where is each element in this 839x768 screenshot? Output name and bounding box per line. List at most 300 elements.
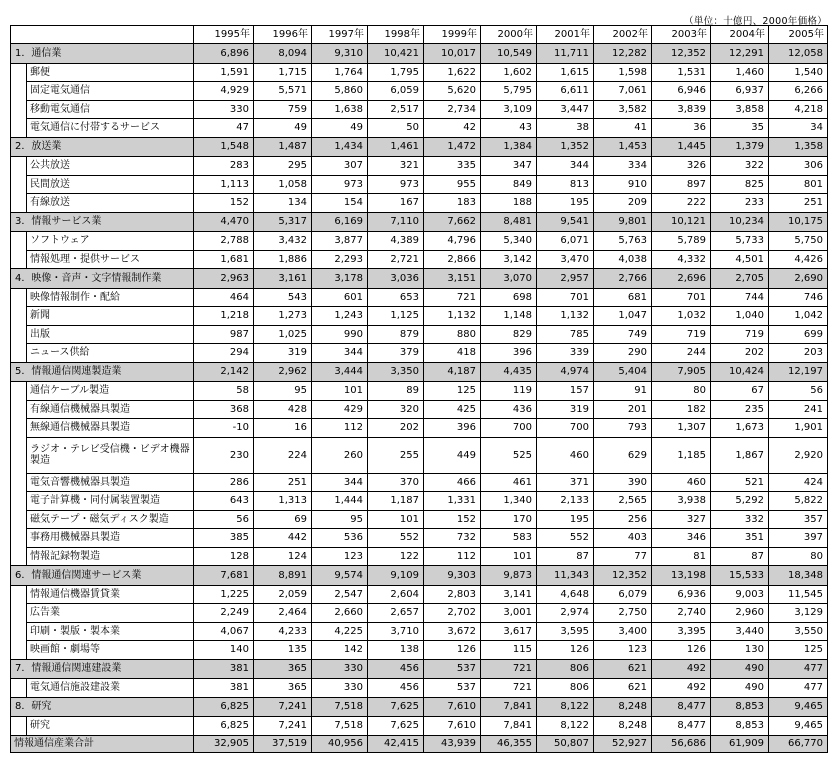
section-value: 5,404 xyxy=(594,362,652,382)
item-row xyxy=(11,382,828,401)
item-value: 653 xyxy=(368,288,424,307)
year-header: 2004年 xyxy=(711,26,769,44)
section-value: 7,518 xyxy=(312,697,368,717)
item-label: 出版 xyxy=(27,325,194,344)
item-label: 電気音響機械器具製造 xyxy=(27,473,194,492)
section-value: 492 xyxy=(652,659,711,679)
item-row xyxy=(11,679,828,698)
item-value: 319 xyxy=(537,400,594,419)
item-value: 49 xyxy=(254,119,312,138)
section-value: 8,094 xyxy=(254,44,312,64)
section-value: 1,379 xyxy=(711,137,769,157)
year-header: 1996年 xyxy=(254,26,312,44)
item-value: 1,313 xyxy=(254,492,312,511)
item-value: 95 xyxy=(254,382,312,401)
item-value: 5,795 xyxy=(481,82,537,101)
item-value: 1,047 xyxy=(594,307,652,326)
ict-industry-table xyxy=(10,25,828,753)
section-value: 4,974 xyxy=(537,362,594,382)
item-value: 81 xyxy=(652,547,711,566)
item-value: 825 xyxy=(711,175,769,194)
item-value: 188 xyxy=(481,194,537,213)
item-value: 321 xyxy=(368,157,424,176)
item-value: 3,710 xyxy=(368,622,424,641)
indent-gutter xyxy=(11,510,27,529)
item-label: 無線通信機械器具製造 xyxy=(27,419,194,438)
item-value: 152 xyxy=(424,510,481,529)
item-value: 397 xyxy=(769,529,828,548)
item-row xyxy=(11,325,828,344)
item-value: 1,615 xyxy=(537,63,594,82)
item-value: 3,109 xyxy=(481,100,537,119)
section-value: 7,625 xyxy=(368,697,424,717)
item-label: 新聞 xyxy=(27,307,194,326)
item-label: ソフトウェア xyxy=(27,232,194,251)
item-row xyxy=(11,100,828,119)
item-value: 69 xyxy=(254,510,312,529)
item-value: 1,622 xyxy=(424,63,481,82)
item-value: 813 xyxy=(537,175,594,194)
item-value: 490 xyxy=(711,679,769,698)
item-value: 425 xyxy=(424,400,481,419)
item-value: 183 xyxy=(424,194,481,213)
item-value: 1,040 xyxy=(711,307,769,326)
total-value: 37,519 xyxy=(254,735,312,752)
item-value: 721 xyxy=(424,288,481,307)
indent-gutter xyxy=(11,119,27,138)
item-value: 987 xyxy=(194,325,254,344)
item-value: 700 xyxy=(481,419,537,438)
item-value: 379 xyxy=(368,344,424,363)
section-value: 3,070 xyxy=(481,269,537,289)
item-value: 290 xyxy=(594,344,652,363)
total-value: 40,956 xyxy=(312,735,368,752)
header-blank xyxy=(11,26,194,44)
section-value: 5,317 xyxy=(254,212,312,232)
item-value: 7,841 xyxy=(481,717,537,736)
section-value: 8,248 xyxy=(594,697,652,717)
total-value: 43,939 xyxy=(424,735,481,752)
total-value: 42,415 xyxy=(368,735,424,752)
item-value: 1,185 xyxy=(652,437,711,473)
item-value: 49 xyxy=(312,119,368,138)
item-value: 477 xyxy=(769,679,828,698)
item-value: 41 xyxy=(594,119,652,138)
item-value: 142 xyxy=(312,641,368,660)
item-value: 124 xyxy=(254,547,312,566)
item-value: 910 xyxy=(594,175,652,194)
indent-gutter xyxy=(11,100,27,119)
item-value: 424 xyxy=(769,473,828,492)
indent-gutter xyxy=(11,157,27,176)
item-value: 222 xyxy=(652,194,711,213)
item-value: 2,974 xyxy=(537,604,594,623)
indent-gutter xyxy=(11,344,27,363)
section-row xyxy=(11,362,828,382)
section-value: 12,352 xyxy=(652,44,711,64)
item-value: 126 xyxy=(537,641,594,660)
item-value: 701 xyxy=(652,288,711,307)
item-value: 2,788 xyxy=(194,232,254,251)
item-row xyxy=(11,492,828,511)
item-value: 1,531 xyxy=(652,63,711,82)
year-header: 2000年 xyxy=(481,26,537,44)
item-value: 1,113 xyxy=(194,175,254,194)
item-value: 80 xyxy=(769,547,828,566)
item-row xyxy=(11,547,828,566)
section-value: 9,801 xyxy=(594,212,652,232)
item-value: 9,003 xyxy=(711,585,769,604)
section-value: 1,487 xyxy=(254,137,312,157)
item-value: 6,611 xyxy=(537,82,594,101)
item-value: 1,715 xyxy=(254,63,312,82)
item-value: 801 xyxy=(769,175,828,194)
item-value: 347 xyxy=(481,157,537,176)
item-value: 235 xyxy=(711,400,769,419)
section-value: 1,461 xyxy=(368,137,424,157)
item-value: 449 xyxy=(424,437,481,473)
section-value: 9,541 xyxy=(537,212,594,232)
item-value: 170 xyxy=(481,510,537,529)
item-value: 202 xyxy=(368,419,424,438)
item-value: 339 xyxy=(537,344,594,363)
item-value: 6,079 xyxy=(594,585,652,604)
item-row xyxy=(11,604,828,623)
section-value: 2,962 xyxy=(254,362,312,382)
item-value: 1,340 xyxy=(481,492,537,511)
section-value: 2,766 xyxy=(594,269,652,289)
item-value: 7,610 xyxy=(424,717,481,736)
item-value: 56 xyxy=(769,382,828,401)
section-value: 2,705 xyxy=(711,269,769,289)
item-value: 973 xyxy=(312,175,368,194)
section-value: 2,142 xyxy=(194,362,254,382)
indent-gutter xyxy=(11,82,27,101)
item-value: 543 xyxy=(254,288,312,307)
item-value: 897 xyxy=(652,175,711,194)
item-value: 255 xyxy=(368,437,424,473)
item-value: 233 xyxy=(711,194,769,213)
indent-gutter xyxy=(11,175,27,194)
item-value: 4,389 xyxy=(368,232,424,251)
item-label: 情報通信機器賃貸業 xyxy=(27,585,194,604)
item-value: 621 xyxy=(594,679,652,698)
item-value: 3,395 xyxy=(652,622,711,641)
item-value: 1,331 xyxy=(424,492,481,511)
item-value: 719 xyxy=(652,325,711,344)
section-value: 18,348 xyxy=(769,566,828,586)
section-value: 10,121 xyxy=(652,212,711,232)
item-row xyxy=(11,82,828,101)
item-value: 195 xyxy=(537,510,594,529)
item-value: 135 xyxy=(254,641,312,660)
item-value: 91 xyxy=(594,382,652,401)
indent-gutter xyxy=(11,437,27,473)
item-value: 8,477 xyxy=(652,717,711,736)
item-value: 1,132 xyxy=(537,307,594,326)
item-value: 460 xyxy=(652,473,711,492)
section-value: 456 xyxy=(368,659,424,679)
item-value: 849 xyxy=(481,175,537,194)
item-row xyxy=(11,641,828,660)
item-value: 1,867 xyxy=(711,437,769,473)
item-value: 2,803 xyxy=(424,585,481,604)
item-value: 466 xyxy=(424,473,481,492)
item-row xyxy=(11,585,828,604)
section-value: 3,350 xyxy=(368,362,424,382)
item-value: 1,598 xyxy=(594,63,652,82)
item-value: 2,657 xyxy=(368,604,424,623)
year-header: 1998年 xyxy=(368,26,424,44)
section-value: 537 xyxy=(424,659,481,679)
item-value: 381 xyxy=(194,679,254,698)
item-value: 436 xyxy=(481,400,537,419)
item-value: 759 xyxy=(254,100,312,119)
item-value: 38 xyxy=(537,119,594,138)
item-value: 2,565 xyxy=(594,492,652,511)
section-value: 1,453 xyxy=(594,137,652,157)
item-value: 3,470 xyxy=(537,250,594,269)
section-value: 7,610 xyxy=(424,697,481,717)
indent-gutter xyxy=(11,473,27,492)
section-value: 6,169 xyxy=(312,212,368,232)
indent-gutter xyxy=(11,307,27,326)
item-label: 映画館・劇場等 xyxy=(27,641,194,660)
item-value: 1,025 xyxy=(254,325,312,344)
indent-gutter xyxy=(11,547,27,566)
item-value: 8,853 xyxy=(711,717,769,736)
section-value: 1,384 xyxy=(481,137,537,157)
item-value: 256 xyxy=(594,510,652,529)
indent-gutter xyxy=(11,325,27,344)
section-value: 477 xyxy=(769,659,828,679)
item-value: 4,067 xyxy=(194,622,254,641)
indent-gutter xyxy=(11,419,27,438)
section-value: 9,109 xyxy=(368,566,424,586)
indent-gutter xyxy=(11,288,27,307)
indent-gutter xyxy=(11,400,27,419)
indent-gutter xyxy=(11,622,27,641)
item-value: 2,721 xyxy=(368,250,424,269)
item-value: 6,266 xyxy=(769,82,828,101)
item-value: 4,426 xyxy=(769,250,828,269)
section-value: 9,465 xyxy=(769,697,828,717)
section-value: 12,291 xyxy=(711,44,769,64)
item-value: 47 xyxy=(194,119,254,138)
item-value: 525 xyxy=(481,437,537,473)
section-value: 3,178 xyxy=(312,269,368,289)
item-label: 磁気テープ・磁気ディスク製造 xyxy=(27,510,194,529)
section-value: 1,472 xyxy=(424,137,481,157)
item-row xyxy=(11,288,828,307)
item-value: 461 xyxy=(481,473,537,492)
item-label: 事務用機械器具製造 xyxy=(27,529,194,548)
item-value: 319 xyxy=(254,344,312,363)
item-value: 112 xyxy=(424,547,481,566)
item-row xyxy=(11,119,828,138)
item-value: 700 xyxy=(537,419,594,438)
total-row xyxy=(11,735,828,752)
section-value: 621 xyxy=(594,659,652,679)
item-value: 829 xyxy=(481,325,537,344)
section-label: 6．情報通信関連サービス業 xyxy=(11,566,194,586)
item-value: 643 xyxy=(194,492,254,511)
section-value: 3,444 xyxy=(312,362,368,382)
section-value: 8,122 xyxy=(537,697,594,717)
section-value: 4,470 xyxy=(194,212,254,232)
item-value: 195 xyxy=(537,194,594,213)
year-header: 2003年 xyxy=(652,26,711,44)
section-row xyxy=(11,137,828,157)
indent-gutter xyxy=(11,63,27,82)
item-label: 広告業 xyxy=(27,604,194,623)
item-value: 202 xyxy=(711,344,769,363)
item-value: 2,293 xyxy=(312,250,368,269)
item-value: 385 xyxy=(194,529,254,548)
indent-gutter xyxy=(11,194,27,213)
section-value: 8,481 xyxy=(481,212,537,232)
indent-gutter xyxy=(11,232,27,251)
item-value: 2,740 xyxy=(652,604,711,623)
total-value: 32,905 xyxy=(194,735,254,752)
item-label: 郵便 xyxy=(27,63,194,82)
section-value: 2,690 xyxy=(769,269,828,289)
item-value: 2,960 xyxy=(711,604,769,623)
item-value: 283 xyxy=(194,157,254,176)
item-value: 7,061 xyxy=(594,82,652,101)
section-label: 2．放送業 xyxy=(11,137,194,157)
item-label: 映像情報制作・配給 xyxy=(27,288,194,307)
item-row xyxy=(11,717,828,736)
item-value: 793 xyxy=(594,419,652,438)
item-value: 42 xyxy=(424,119,481,138)
year-header: 1997年 xyxy=(312,26,368,44)
section-value: 6,896 xyxy=(194,44,254,64)
item-label: ラジオ・テレビ受信機・ビデオ機器製造 xyxy=(27,437,194,473)
item-value: 77 xyxy=(594,547,652,566)
item-value: 880 xyxy=(424,325,481,344)
item-value: 251 xyxy=(254,473,312,492)
item-value: 1,795 xyxy=(368,63,424,82)
year-header: 2001年 xyxy=(537,26,594,44)
total-value: 52,927 xyxy=(594,735,652,752)
section-value: 381 xyxy=(194,659,254,679)
item-value: 6,937 xyxy=(711,82,769,101)
item-value: 101 xyxy=(481,547,537,566)
item-row xyxy=(11,529,828,548)
item-label: 印刷・製版・製本業 xyxy=(27,622,194,641)
item-value: 3,582 xyxy=(594,100,652,119)
item-value: 1,638 xyxy=(312,100,368,119)
item-value: 9,465 xyxy=(769,717,828,736)
item-row xyxy=(11,419,828,438)
item-value: 973 xyxy=(368,175,424,194)
item-value: 7,241 xyxy=(254,717,312,736)
section-label: 3．情報サービス業 xyxy=(11,212,194,232)
item-value: 16 xyxy=(254,419,312,438)
item-value: 3,432 xyxy=(254,232,312,251)
section-value: 9,873 xyxy=(481,566,537,586)
item-value: 552 xyxy=(368,529,424,548)
section-value: 7,241 xyxy=(254,697,312,717)
item-row xyxy=(11,307,828,326)
section-value: 9,310 xyxy=(312,44,368,64)
item-value: 11,545 xyxy=(769,585,828,604)
section-value: 10,424 xyxy=(711,362,769,382)
item-value: 50 xyxy=(368,119,424,138)
item-value: 335 xyxy=(424,157,481,176)
item-value: 583 xyxy=(481,529,537,548)
item-value: 128 xyxy=(194,547,254,566)
item-value: 8,122 xyxy=(537,717,594,736)
item-value: 3,129 xyxy=(769,604,828,623)
item-value: 601 xyxy=(312,288,368,307)
section-value: 10,234 xyxy=(711,212,769,232)
item-value: 152 xyxy=(194,194,254,213)
section-value: 330 xyxy=(312,659,368,679)
section-value: 10,421 xyxy=(368,44,424,64)
item-value: 6,946 xyxy=(652,82,711,101)
item-value: 125 xyxy=(424,382,481,401)
total-value: 56,686 xyxy=(652,735,711,752)
item-value: 2,464 xyxy=(254,604,312,623)
indent-gutter xyxy=(11,492,27,511)
item-row xyxy=(11,510,828,529)
item-value: 126 xyxy=(424,641,481,660)
item-value: 101 xyxy=(312,382,368,401)
indent-gutter xyxy=(11,250,27,269)
item-value: 320 xyxy=(368,400,424,419)
section-value: 9,303 xyxy=(424,566,481,586)
item-value: 698 xyxy=(481,288,537,307)
item-value: 1,673 xyxy=(711,419,769,438)
item-value: 351 xyxy=(711,529,769,548)
item-value: 5,733 xyxy=(711,232,769,251)
section-value: 3,036 xyxy=(368,269,424,289)
item-value: 1,602 xyxy=(481,63,537,82)
item-row xyxy=(11,157,828,176)
item-row xyxy=(11,175,828,194)
total-value: 61,909 xyxy=(711,735,769,752)
item-value: 719 xyxy=(711,325,769,344)
item-value: 330 xyxy=(312,679,368,698)
item-value: 2,920 xyxy=(769,437,828,473)
section-value: 11,343 xyxy=(537,566,594,586)
item-value: 1,148 xyxy=(481,307,537,326)
item-value: 3,550 xyxy=(769,622,828,641)
item-row xyxy=(11,344,828,363)
item-row xyxy=(11,473,828,492)
section-row xyxy=(11,269,828,289)
item-value: 746 xyxy=(769,288,828,307)
item-value: 36 xyxy=(652,119,711,138)
item-value: 552 xyxy=(537,529,594,548)
item-value: 5,763 xyxy=(594,232,652,251)
item-label: 電気通信施設建設業 xyxy=(27,679,194,698)
indent-gutter xyxy=(11,382,27,401)
section-row xyxy=(11,697,828,717)
item-value: 3,877 xyxy=(312,232,368,251)
section-value: 4,435 xyxy=(481,362,537,382)
item-value: 322 xyxy=(711,157,769,176)
item-value: 34 xyxy=(769,119,828,138)
section-value: 12,352 xyxy=(594,566,652,586)
item-value: 330 xyxy=(194,100,254,119)
item-value: 749 xyxy=(594,325,652,344)
item-value: 5,340 xyxy=(481,232,537,251)
item-value: 6,825 xyxy=(194,717,254,736)
item-value: 7,625 xyxy=(368,717,424,736)
